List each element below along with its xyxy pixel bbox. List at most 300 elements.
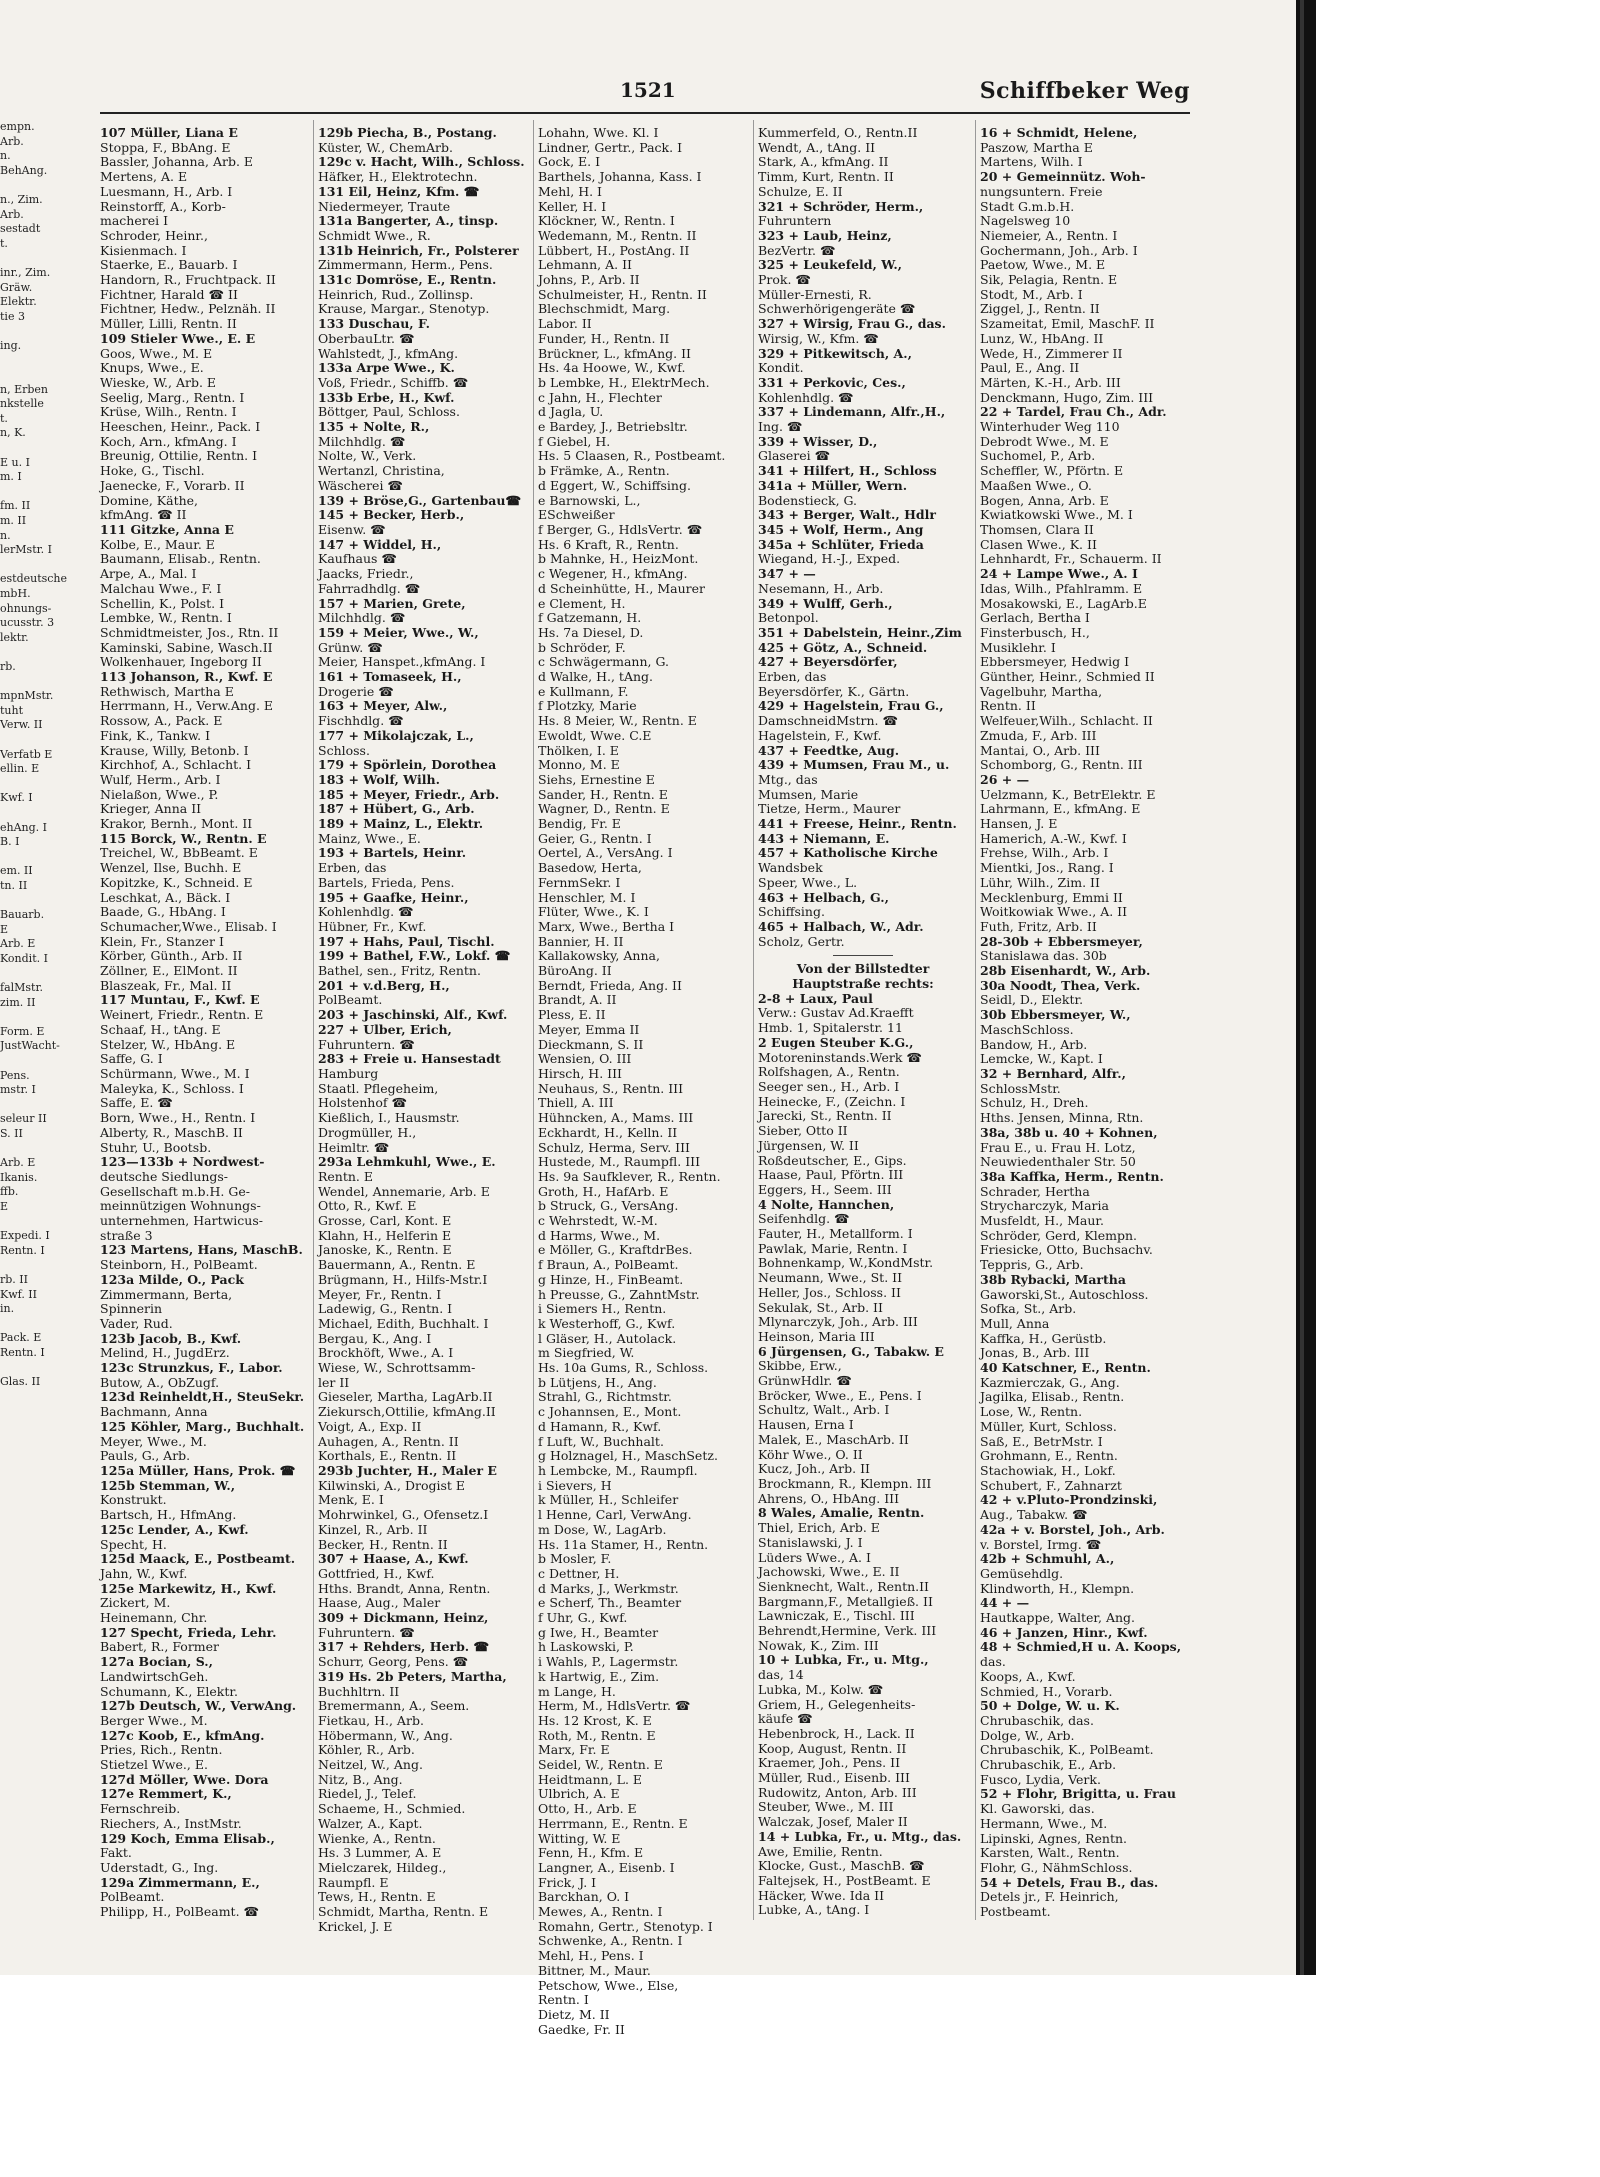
directory-entry: Bogen, Anna, Arb. E: [980, 492, 1109, 508]
directory-entry: Fahrradhdlg. ☎: [318, 580, 421, 596]
directory-entry: c Dettner, H.: [538, 1565, 620, 1581]
directory-entry: Clasen Wwe., K. II: [980, 536, 1097, 552]
directory-entry: h Laskowski, P.: [538, 1639, 634, 1655]
edge-fragment: S. II: [0, 1126, 23, 1140]
directory-entry: straße 3: [100, 1227, 153, 1243]
directory-entry: Hebenbrock, H., Lack. II: [758, 1725, 915, 1741]
directory-entry: Kilwinski, A., Drogist E: [318, 1477, 466, 1493]
directory-entry: Thölken, I. E: [538, 742, 619, 758]
directory-entry: kfmAng. ☎ II: [100, 507, 187, 523]
directory-entry: Klocke, Gust., MaschB. ☎: [758, 1858, 925, 1874]
directory-entry: Mosakowski, E., LagArb.E: [980, 595, 1147, 611]
edge-fragment: Verw. II: [0, 718, 43, 732]
directory-entry: Heinson, Maria III: [758, 1328, 875, 1344]
directory-entry: Kaufhaus ☎: [318, 551, 397, 567]
directory-entry: 427 + Beyersdörfer,: [758, 654, 898, 670]
directory-entry: 465 + Halbach, W., Adr.: [758, 918, 924, 934]
directory-entry: Wandsbek: [758, 860, 823, 876]
edge-fragment: n, Erben: [0, 382, 49, 396]
directory-entry: Nowak, K., Zim. III: [758, 1637, 879, 1653]
directory-entry: Brandt, A. II: [538, 992, 617, 1008]
directory-entry: 425 + Götz, A., Schneid.: [758, 639, 928, 655]
edge-fragment: [0, 354, 70, 369]
directory-entry: Wieske, W., Arb. E: [100, 374, 217, 390]
directory-entry: b Schröder, F.: [538, 639, 626, 655]
directory-entry: c Wegener, H., kfmAng.: [538, 566, 688, 582]
edge-fragment: E u. I: [0, 455, 30, 469]
directory-entry: 293a Lehmkuhl, Wwe., E.: [318, 1154, 496, 1170]
edge-fragment: Rentn. I: [0, 1243, 45, 1257]
edge-fragment: nkstelle: [0, 397, 44, 411]
directory-entry: Wede, H., Zimmerer II: [980, 345, 1123, 361]
directory-entry: Zmuda, F., Arb. III: [980, 727, 1097, 743]
directory-entry: unternehmen, Hartwicus-: [100, 1213, 263, 1229]
directory-entry: Zimmermann, Berta,: [100, 1286, 233, 1302]
directory-entry: Dietz, M. II: [538, 2007, 610, 2022]
directory-entry: Beyersdörfer, K., Gärtn.: [758, 683, 910, 699]
directory-entry: Pless, E. II: [538, 1007, 606, 1023]
directory-entry: Schulz, Herma, Serv. III: [538, 1139, 690, 1155]
directory-entry: 199 + Bathel, F.W., Lokf. ☎: [318, 948, 511, 964]
directory-entry: Lindner, Gertr., Pack. I: [538, 139, 683, 155]
directory-entry: 131 Eil, Heinz, Kfm. ☎: [318, 183, 480, 199]
directory-entry: 189 + Mainz, L., Elektr.: [318, 816, 484, 832]
edge-fragment: [0, 675, 70, 690]
directory-entry: Pawlak, Marie, Rentn. I: [758, 1240, 908, 1256]
directory-entry: Baumann, Elisab., Rentn.: [100, 551, 261, 567]
directory-entry: d Marks, J., Werkmstr.: [538, 1580, 679, 1596]
directory-entry: GrünwHdlr. ☎: [758, 1373, 852, 1389]
directory-entry: Gerlach, Bertha I: [980, 610, 1090, 626]
directory-entry: Tietze, Herm., Maurer: [758, 801, 901, 817]
directory-entry: Glaserei ☎: [758, 448, 831, 464]
directory-entry: Fusco, Lydia, Verk.: [980, 1771, 1101, 1787]
directory-entry: 131a Bangerter, A., tinsp.: [318, 213, 499, 229]
directory-entry: Heller, Jos., Schloss. II: [758, 1284, 901, 1300]
directory-entry: Baade, G., HbAng. I: [100, 904, 226, 920]
directory-entry: 127c Koob, E., kfmAng.: [100, 1727, 265, 1743]
directory-entry: b Mosler, F.: [538, 1551, 612, 1567]
edge-fragment: n., Zim.: [0, 192, 43, 206]
directory-entry: Gaworski,St., Autoschloss.: [980, 1286, 1149, 1302]
directory-entry: Sieber, Otto II: [758, 1123, 848, 1139]
directory-entry: b Främke, A., Rentn.: [538, 463, 670, 479]
directory-entry: Neitzel, W., Ang.: [318, 1757, 423, 1773]
directory-entry: 125a Müller, Hans, Prok. ☎: [100, 1462, 296, 1478]
edge-fragment: falMstr.: [0, 981, 44, 995]
directory-entry: Menk, E. I: [318, 1492, 384, 1508]
edge-fragment: ehAng. I: [0, 820, 48, 834]
directory-entry: Kallakowsky, Anna,: [538, 948, 660, 964]
directory-entry: Ebbersmeyer, Hedwig I: [980, 654, 1130, 670]
directory-entry: Flüter, Wwe., K. I: [538, 904, 649, 920]
directory-entry: h Lembcke, M., Raumpfl.: [538, 1462, 698, 1478]
directory-entry: Schumann, K., Elektr.: [100, 1683, 238, 1699]
edge-fragment: ohnungs-: [0, 601, 52, 615]
directory-entry: Meyer, Fr., Rentn. I: [318, 1286, 442, 1302]
directory-column-1: [100, 126, 310, 1926]
directory-entry: Jonas, B., Arb. III: [980, 1345, 1090, 1361]
directory-entry: Herrmann, E., Rentn. E: [538, 1815, 688, 1831]
directory-entry: 115 Borck, W., Rentn. E: [100, 830, 267, 846]
directory-entry: Stoppa, F., BbAng. E: [100, 139, 231, 155]
directory-entry: Wagner, D., Rentn. E: [538, 801, 670, 817]
directory-entry: 133a Arpe Wwe., K.: [318, 360, 455, 376]
directory-entry: 20 + Gemeinnütz. Woh-: [980, 169, 1146, 185]
directory-entry: Kraemer, Joh., Pens. II: [758, 1755, 901, 1771]
directory-entry: Stanislawski, J. I: [758, 1534, 863, 1550]
directory-entry: 127e Remmert, K.,: [100, 1786, 232, 1802]
directory-entry: Häcker, Wwe. Ida II: [758, 1887, 885, 1903]
edge-fragment: sestadt: [0, 222, 41, 236]
directory-entry: Basedow, Herta,: [538, 860, 642, 876]
directory-entry: Fink, K., Tankw. I: [100, 727, 211, 743]
directory-entry: Riechers, A., InstMstr.: [100, 1815, 242, 1831]
directory-entry: 129b Piecha, B., Postang.: [318, 125, 497, 140]
directory-entry: Frau E., u. Frau H. Lotz,: [980, 1139, 1136, 1155]
directory-entry: Schaaf, H., tAng. E: [100, 1021, 221, 1037]
directory-entry: 307 + Haase, A., Kwf.: [318, 1551, 469, 1567]
directory-entry: Heimltr. ☎: [318, 1139, 390, 1155]
directory-entry: Hs. 7a Diesel, D.: [538, 624, 644, 640]
edge-fragment: Rentn. I: [0, 1345, 45, 1359]
directory-entry: Babert, R., Former: [100, 1639, 220, 1655]
directory-entry: Schloss.: [318, 742, 370, 758]
directory-entry: Sik, Pelagia, Rentn. E: [980, 272, 1118, 288]
column-divider: [533, 120, 534, 1920]
directory-entry: Stelzer, W., HbAng. E: [100, 1036, 236, 1052]
directory-entry: Hübner, Fr., Kwf.: [318, 918, 427, 934]
directory-entry: Prok. ☎: [758, 272, 812, 288]
directory-entry: 28-30b + Ebbersmeyer,: [980, 933, 1143, 949]
directory-entry: Grosse, Carl, Kont. E: [318, 1213, 452, 1229]
directory-entry: ler II: [318, 1374, 350, 1390]
directory-entry: nungsuntern. Freie: [980, 183, 1103, 199]
edge-fragment: [0, 1054, 70, 1069]
directory-entry: Korthals, E., Rentn. II: [318, 1448, 457, 1464]
directory-entry: Bannier, H. II: [538, 933, 624, 949]
directory-entry: PolBeamt.: [100, 1889, 165, 1905]
edge-fragment: Glas. II: [0, 1375, 41, 1389]
directory-entry: Leschkat, A., Bäck. I: [100, 889, 231, 905]
directory-entry: Lübbert, H., PostAng. II: [538, 242, 690, 258]
directory-entry: Wendt, A., tAng. II: [758, 139, 876, 155]
directory-entry: Schaeme, H., Schmied.: [318, 1801, 466, 1817]
directory-entry: Tews, H., Rentn. E: [318, 1889, 436, 1905]
directory-entry: Witting, W. E: [538, 1830, 621, 1846]
directory-entry: Milchhdlg. ☎: [318, 610, 406, 626]
edge-fragment: [0, 1142, 70, 1157]
directory-entry: 30a Noodt, Thea, Verk.: [980, 977, 1141, 993]
directory-entry: d Eggert, W., Schiffsing.: [538, 477, 691, 493]
directory-entry: 123 Martens, Hans, MaschB.: [100, 1242, 303, 1258]
directory-entry: Otto, H., Arb. E: [538, 1801, 637, 1817]
directory-entry: Sienknecht, Walt., Rentn.II: [758, 1578, 929, 1594]
directory-entry: Kohlenhdlg. ☎: [318, 904, 414, 920]
directory-entry: f Gatzemann, H.: [538, 610, 642, 626]
directory-entry: Lubka, M., Kolw. ☎: [758, 1681, 884, 1697]
directory-entry: Heeschen, Heinr., Pack. I: [100, 419, 261, 435]
directory-entry: 177 + Mikolajczak, L.,: [318, 727, 474, 743]
directory-entry: g Iwe, H., Beamter: [538, 1624, 659, 1640]
directory-entry: Eisenw. ☎: [318, 521, 386, 537]
directory-entry: Denckmann, Hugo, Zim. III: [980, 389, 1154, 405]
directory-entry: 321 + Schröder, Herm.,: [758, 198, 924, 214]
directory-entry: Wenzel, Ilse, Buchh. E: [100, 860, 242, 876]
directory-entry: Vader, Rud.: [100, 1315, 173, 1331]
directory-entry: Monno, M. E: [538, 757, 620, 773]
directory-entry: Marx, Wwe., Bertha I: [538, 918, 675, 934]
directory-entry: Seidl, D., Elektr.: [980, 992, 1084, 1008]
directory-entry: Wahlstedt, J., kfmAng.: [318, 345, 459, 361]
directory-entry: Specht, H.: [100, 1536, 167, 1552]
directory-entry: Oertel, A., VersAng. I: [538, 845, 673, 861]
directory-entry: Fichtner, Hedw., Pelznäh. II: [100, 301, 276, 317]
directory-entry: Krause, Willy, Betonb. I: [100, 742, 249, 758]
edge-fragment: [0, 733, 70, 748]
directory-entry: Mehl, H. I: [538, 183, 602, 199]
directory-entry: Gaedke, Fr. II: [538, 2021, 625, 2037]
directory-entry: g Holznagel, H., MaschSetz.: [538, 1448, 718, 1464]
directory-entry: 317 + Rehders, Herb. ☎: [318, 1639, 490, 1655]
directory-entry: Klöckner, W., Rentn. I: [538, 213, 675, 229]
directory-entry: MaschSchloss.: [980, 1021, 1074, 1037]
directory-entry: Mewes, A., Rentn. I: [538, 1904, 663, 1920]
directory-entry: Martens, Wilh. I: [980, 154, 1083, 170]
edge-fragment: E: [0, 1199, 9, 1213]
directory-entry: Heinecke, F., (Zeichn. I: [758, 1093, 906, 1109]
edge-fragment: tuht: [0, 703, 24, 717]
directory-entry: Fakt.: [100, 1845, 132, 1861]
edge-fragment: [0, 558, 70, 573]
directory-entry: Niedermeyer, Traute: [318, 198, 451, 214]
directory-entry: Lehnhardt, Fr., Schauerm. II: [980, 551, 1162, 567]
section-heading: Von der Billstedter: [796, 961, 930, 977]
directory-entry: Hs. 6 Kraft, R., Rentn.: [538, 536, 679, 552]
directory-entry: l Gläser, H., Autolack.: [538, 1330, 677, 1346]
directory-entry: Frick, J. I: [538, 1874, 597, 1890]
edge-fragment: Pack. E: [0, 1331, 42, 1345]
edge-fragment: [0, 485, 70, 500]
edge-fragment: [0, 645, 70, 660]
directory-entry: Labor. II: [538, 316, 592, 332]
directory-entry: Meyer, Emma II: [538, 1021, 640, 1037]
directory-entry: Kießlich, I., Hausmstr.: [318, 1110, 460, 1126]
edge-fragment: Arb.: [0, 134, 24, 148]
directory-entry: 127d Möller, Wwe. Dora: [100, 1771, 269, 1787]
directory-entry: 26 + —: [980, 771, 1030, 787]
edge-fragment: Pens.: [0, 1068, 30, 1082]
directory-entry: 127b Deutsch, W., VerwAng.: [100, 1698, 297, 1714]
directory-entry: Heidtmann, L. E: [538, 1771, 643, 1787]
directory-entry: Schubert, F., Zahnarzt: [980, 1477, 1122, 1493]
directory-entry: Müller-Ernesti, R.: [758, 286, 872, 302]
directory-entry: Kazmierczak, G., Ang.: [980, 1374, 1120, 1390]
directory-entry: f Berger, G., HdlsVertr. ☎: [538, 521, 703, 537]
directory-entry: Gesellschaft m.b.H. Ge-: [100, 1183, 250, 1199]
directory-entry: Betonpol.: [758, 610, 819, 626]
directory-entry: Hs. 3 Lummer, A. E: [318, 1845, 442, 1861]
directory-entry: Schomborg, G., Rentn. III: [980, 757, 1143, 773]
directory-entry: b Lütjens, H., Ang.: [538, 1374, 657, 1390]
edge-fragment: estdeutsche: [0, 572, 68, 586]
directory-entry: Müller, Kurt, Schloss.: [980, 1418, 1117, 1434]
directory-entry: Hs. 11a Stamer, H., Rentn.: [538, 1536, 709, 1552]
directory-entry: das.: [980, 1654, 1006, 1670]
directory-entry: Mtg., das: [758, 771, 818, 787]
directory-entry: k Westerhoff, G., Kwf.: [538, 1315, 676, 1331]
edge-fragment: [0, 806, 70, 821]
directory-entry: Wensien, O. III: [538, 1051, 632, 1067]
directory-entry: Mielczarek, Hildeg.,: [318, 1859, 447, 1875]
directory-entry: Pries, Rich., Rentn.: [100, 1742, 223, 1758]
directory-entry: Hs. 8 Meier, W., Rentn. E: [538, 713, 697, 729]
edge-fragment: [0, 251, 70, 266]
directory-entry: 319 Hs. 2b Peters, Martha,: [318, 1668, 507, 1684]
directory-entry: Krakor, Bernh., Mont. II: [100, 816, 253, 832]
directory-entry: Lawniczak, E., Tischl. III: [758, 1608, 915, 1624]
directory-entry: f Luft, W., Buchhalt.: [538, 1433, 664, 1449]
directory-entry: Keller, H. I: [538, 198, 607, 214]
edge-fragment: [0, 850, 70, 865]
directory-entry: 42 + v.Pluto-Prondzinski,: [980, 1492, 1158, 1508]
directory-entry: Rudowitz, Anton, Arb. III: [758, 1784, 917, 1800]
edge-fragment: [0, 1258, 70, 1273]
page-edge-line: [1300, 0, 1304, 1975]
directory-entry: c Jahn, H., Flechter: [538, 389, 662, 405]
directory-entry: Paetow, Wwe., M. E: [980, 257, 1106, 273]
directory-entry: Mientki, Jos., Rang. I: [980, 860, 1114, 876]
directory-entry: Schroder, Heinr.,: [100, 227, 208, 243]
directory-entry: Wiegand, H.-J., Exped.: [758, 551, 901, 567]
directory-entry: Thiell, A. III: [538, 1095, 614, 1111]
directory-entry: Schultz, Walt., Arb. I: [758, 1402, 890, 1418]
directory-entry: Koch, Arn., kfmAng. I: [100, 433, 237, 449]
directory-entry: Skibbe, Erw.,: [758, 1358, 842, 1374]
directory-entry: Jagilka, Elisab., Rentn.: [980, 1389, 1125, 1405]
directory-entry: 133b Erbe, H., Kwf.: [318, 389, 455, 405]
directory-entry: 8 Wales, Amalie, Rentn.: [758, 1505, 925, 1521]
edge-fragment: m. I: [0, 470, 22, 484]
directory-entry: Spinnerin: [100, 1301, 163, 1317]
directory-entry: Hermann, Wwe., M.: [980, 1815, 1108, 1831]
directory-entry: Bargmann,F., Metallgieß. II: [758, 1593, 933, 1609]
directory-entry: Walzer, A., Kapt.: [318, 1815, 423, 1831]
directory-entry: Grünw. ☎: [318, 639, 383, 655]
directory-entry: 133 Duschau, F.: [318, 316, 430, 332]
directory-entry: 341 + Hilfert, H., Schloss: [758, 463, 937, 479]
directory-entry: Barthels, Johanna, Kass. I: [538, 169, 702, 185]
directory-entry: 2 Eugen Steuber K.G.,: [758, 1034, 914, 1050]
directory-entry: Ewoldt, Wwe. C.E: [538, 727, 652, 743]
edge-fragment: ucusstr. 3: [0, 616, 55, 630]
edge-fragment: n, K.: [0, 426, 26, 440]
edge-fragment: [0, 966, 70, 981]
directory-entry: Schwenke, A., Rentn. I: [538, 1933, 683, 1949]
edge-fragment: Arb. E: [0, 937, 36, 951]
edge-fragment: empn.: [0, 120, 35, 133]
directory-entry: Steinborn, H., PolBeamt.: [100, 1257, 258, 1273]
directory-entry: Jürgensen, W. II: [758, 1137, 859, 1153]
directory-entry: 157 + Marien, Grete,: [318, 595, 466, 611]
directory-entry: Fernschreib.: [100, 1801, 181, 1817]
directory-entry: Hs. 10a Gums, R., Schloss.: [538, 1360, 709, 1376]
directory-entry: Bauermann, A., Rentn. E: [318, 1257, 476, 1273]
directory-entry: Teppris, G., Arb.: [980, 1257, 1084, 1273]
directory-entry: 50 + Dolge, W. u. K.: [980, 1698, 1120, 1714]
directory-entry: Mantai, O., Arb. III: [980, 742, 1100, 758]
directory-entry: 327 + Wirsig, Frau G., das.: [758, 316, 946, 332]
edge-fragment: n.: [0, 528, 11, 542]
edge-fragment: Kwf. I: [0, 791, 33, 805]
directory-entry: Schumacher,Wwe., Elisab. I: [100, 918, 277, 934]
directory-entry: Günther, Heinr., Schmied II: [980, 669, 1155, 685]
directory-entry: Breunig, Ottilie, Rentn. I: [100, 448, 258, 464]
edge-fragment: lektr.: [0, 630, 29, 644]
directory-entry: Haase, Aug., Maler: [318, 1595, 441, 1611]
directory-entry: f Uhr, G., Kwf.: [538, 1610, 628, 1626]
directory-entry: Musfeldt, H., Maur.: [980, 1213, 1104, 1229]
edge-fragment: rb. II: [0, 1272, 28, 1286]
directory-entry: Riedel, J., Telef.: [318, 1786, 417, 1802]
directory-entry: Ziekursch,Ottilie, kfmAng.II: [318, 1404, 496, 1420]
directory-entry: 139 + Bröse,G., Gartenbau☎: [318, 492, 522, 508]
directory-entry: 339 + Wisser, D.,: [758, 433, 878, 449]
directory-entry: Krause, Margar., Stenotyp.: [318, 301, 490, 317]
directory-entry: 38a, 38b u. 40 + Kohnen,: [980, 1124, 1158, 1140]
directory-entry: Köhler, R., Arb.: [318, 1742, 415, 1758]
directory-entry: Gieseler, Martha, LagArb.II: [318, 1389, 493, 1405]
directory-entry: e Scherf, Th., Beamter: [538, 1595, 682, 1611]
directory-entry: Hühncken, A., Mams. III: [538, 1110, 694, 1126]
directory-entry: Grohmann, E., Rentn.: [980, 1448, 1118, 1464]
directory-entry: Handorn, R., Fruchtpack. II: [100, 272, 276, 288]
directory-entry: 197 + Hahs, Paul, Tischl.: [318, 933, 495, 949]
directory-entry: Herm, M., HdlsVertr. ☎: [538, 1698, 691, 1714]
directory-entry: Hs. 4a Hoowe, W., Kwf.: [538, 360, 686, 376]
directory-entry: 16 + Schmidt, Helene,: [980, 125, 1138, 140]
directory-entry: meinnützigen Wohnungs-: [100, 1198, 261, 1214]
directory-entry: 54 + Detels, Frau B., das.: [980, 1874, 1159, 1890]
directory-entry: PolBeamt.: [318, 992, 383, 1008]
directory-entry: Bittner, M., Maur.: [538, 1962, 651, 1978]
edge-fragment: fm. II: [0, 499, 31, 513]
directory-entry: Weinert, Friedr., Rentn. E: [100, 1007, 264, 1023]
directory-entry: Kaffka, H., Gerüstb.: [980, 1330, 1107, 1346]
directory-entry: c Johannsen, E., Mont.: [538, 1404, 682, 1420]
directory-entry: Hirsch, H. III: [538, 1066, 622, 1081]
directory-entry: l Henne, Carl, VerwAng.: [538, 1507, 692, 1523]
directory-entry: Siehs, Ernestine E: [538, 771, 655, 787]
directory-entry: Bohnenkamp, W.,KondMstr.: [758, 1255, 934, 1271]
directory-entry: 441 + Freese, Heinr., Rentn.: [758, 816, 957, 832]
directory-entry: Blaszeak, Fr., Mal. II: [100, 977, 232, 993]
directory-entry: f Plotzky, Marie: [538, 698, 637, 714]
directory-entry: 123c Strunzkus, F., Labor.: [100, 1360, 283, 1376]
directory-entry: Roth, M., Rentn. E: [538, 1727, 656, 1743]
directory-entry: Rethwisch, Martha E: [100, 683, 234, 699]
directory-entry: d Scheinhütte, H., Maurer: [538, 580, 705, 596]
header-rule: [100, 112, 1190, 114]
directory-entry: 203 + Jaschinski, Alf., Kwf.: [318, 1007, 508, 1023]
directory-entry: Lühr, Wilh., Zim. II: [980, 874, 1100, 890]
directory-entry: deutsche Siedlungs-: [100, 1168, 229, 1184]
directory-entry: Awe, Emilie, Rentn.: [758, 1843, 883, 1859]
edge-fragment: [0, 368, 70, 383]
directory-entry: Seelig, Marg., Rentn. I: [100, 389, 245, 405]
directory-entry: Eggers, H., Seem. III: [758, 1181, 892, 1197]
edge-fragment: zim. II: [0, 995, 36, 1009]
